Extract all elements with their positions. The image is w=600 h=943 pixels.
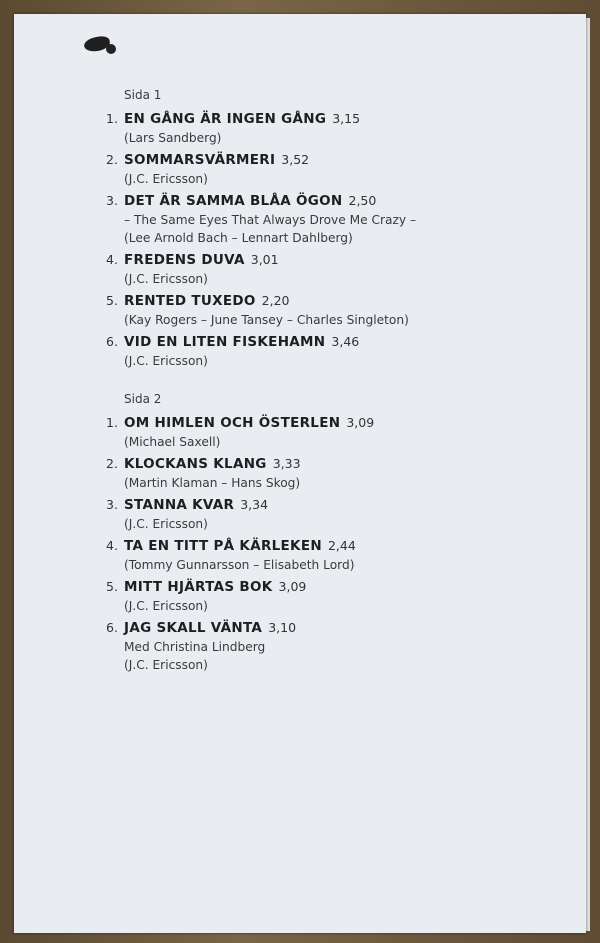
track-title: TA EN TITT PÅ KÄRLEKEN [124,538,322,554]
track-heading [106,250,546,270]
track-number: 3. [106,497,118,512]
track-duration: 3,52 [281,152,310,167]
track-heading [106,577,546,597]
side-label: Sida 2 [124,392,162,406]
track-duration: 3,15 [332,111,361,126]
track-entry [106,191,546,247]
track-entry [106,536,546,574]
track-heading [106,150,546,170]
track-credit: (Lars Sandberg) [124,131,222,145]
track-number: 5. [106,579,118,594]
track-heading [106,413,546,433]
track-heading [106,291,546,311]
track-entry [106,495,546,533]
track-entry [106,109,546,147]
track-credit: Med Christina Lindberg [124,640,266,654]
track-entry [106,413,546,451]
track-title: KLOCKANS KLANG [124,456,267,472]
track-entry [106,150,546,188]
track-number: 2. [106,152,118,167]
track-duration: 3,09 [278,579,307,594]
track-credit: (J.C. Ericsson) [124,354,208,368]
track-title: OM HIMLEN OCH ÖSTERLEN [124,415,341,431]
track-credit: (Kay Rogers – June Tansey – Charles Singleton) [124,313,409,327]
track-credit: (Lee Arnold Bach – Lennart Dahlberg) [124,231,353,245]
track-duration: 2,44 [327,538,356,553]
track-credit: (J.C. Ericsson) [124,272,208,286]
track-title: MITT HJÄRTAS BOK [124,579,273,595]
track-credit: – The Same Eyes That Always Drove Me Crazy – [124,213,417,227]
track-duration: 2,20 [261,293,290,308]
track-title: FREDENS DUVA [124,252,245,268]
track-number: 6. [106,334,118,349]
track-duration: 3,46 [331,334,360,349]
track-entry [106,291,546,329]
track-number: 1. [106,111,118,126]
track-duration: 2,50 [348,193,377,208]
side-label: Sida 1 [124,88,162,102]
track-heading [106,332,546,352]
track-number: 1. [106,415,118,430]
track-heading [106,536,546,556]
track-credit: (J.C. Ericsson) [124,517,208,531]
track-title: STANNA KVAR [124,497,235,513]
ink-stain [106,44,116,54]
track-title: RENTED TUXEDO [124,293,256,309]
track-number: 6. [106,620,118,635]
track-title: JAG SKALL VÄNTA [124,620,263,636]
track-credit: (J.C. Ericsson) [124,599,208,613]
track-credit: (J.C. Ericsson) [124,172,208,186]
track-credit: (Tommy Gunnarsson – Elisabeth Lord) [124,558,355,572]
track-heading [106,618,546,638]
track-duration: 3,01 [250,252,279,267]
track-heading [106,109,546,129]
track-number: 5. [106,293,118,308]
tracklist [106,88,546,674]
track-title: SOMMARSVÄRMERI [124,152,276,168]
track-heading [106,495,546,515]
track-entry [106,332,546,370]
track-heading [106,454,546,474]
track-heading [106,191,546,211]
track-title: VID EN LITEN FISKEHAMN [124,334,326,350]
track-entry [106,250,546,288]
track-number: 4. [106,538,118,553]
track-entry [106,618,546,674]
track-duration: 3,33 [272,456,301,471]
track-entry [106,577,546,615]
track-credit: (Martin Klaman – Hans Skog) [124,476,301,490]
track-duration: 3,10 [268,620,297,635]
track-duration: 3,09 [346,415,375,430]
track-duration: 3,34 [240,497,269,512]
track-number: 2. [106,456,118,471]
track-number: 4. [106,252,118,267]
track-credit: (J.C. Ericsson) [124,658,208,672]
track-entry [106,454,546,492]
track-number: 3. [106,193,118,208]
track-title: EN GÅNG ÄR INGEN GÅNG [124,111,327,127]
track-title: DET ÄR SAMMA BLÅA ÖGON [124,193,343,209]
track-credit: (Michael Saxell) [124,435,221,449]
